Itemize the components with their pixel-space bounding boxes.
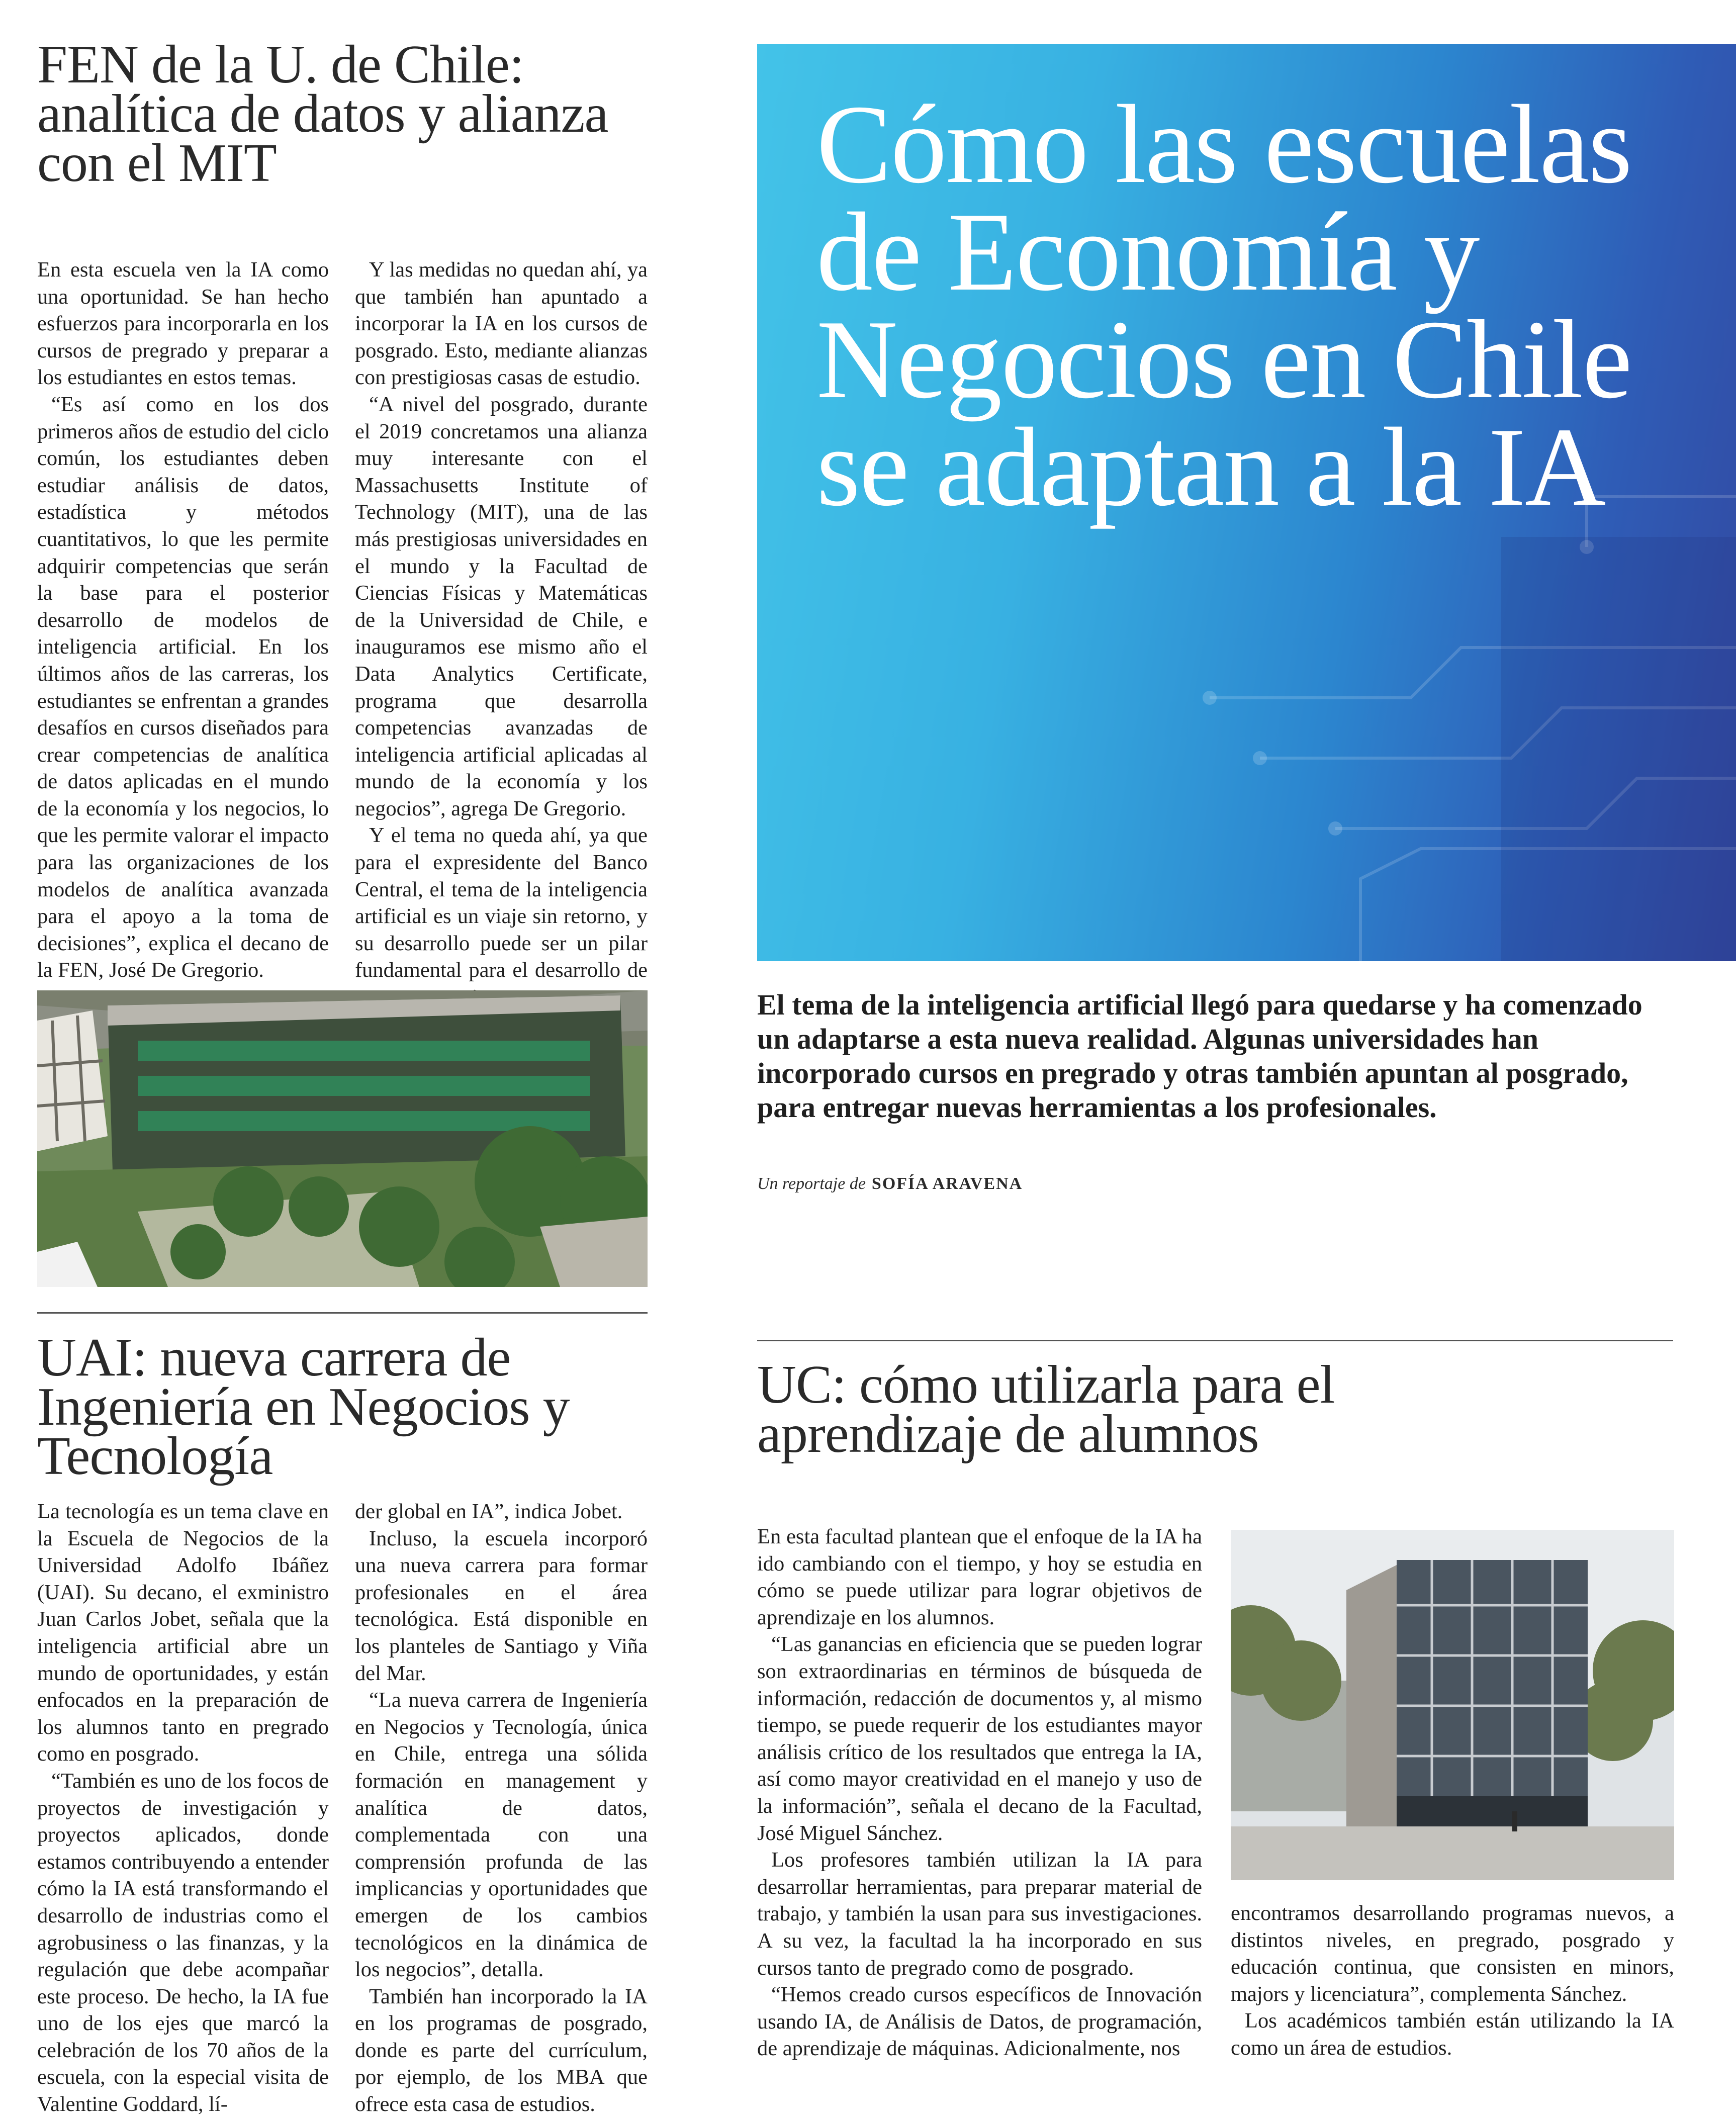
fen-title: FEN de la U. de Chile: analítica de datos y alianza con el MIT — [37, 35, 608, 193]
paragraph: “La nueva carrera de Ingeniería en Negocios y Tecnología, única en Chile, entrega una sólida formación en management y analítica de datos, complementada con una comprensión profunda de las implicancias y oportunidades que emergen de los cambios tecnológicos en la dinámica de los negocios”, detalla. — [355, 1688, 648, 1982]
paragraph: “Es así como en los dos primeros años de estudio del ciclo común, los estudiantes deben estudiar análisis de datos, estadística y métodos cuantitativos, lo que les permite adquirir competencias que serán la base para el posterior desarrollo de modelos de inteligencia artificial. En los últimos años de las carreras, los estudiantes se enfrentan a grandes desafíos en cursos diseñados para crear competencias de analítica de datos aplicadas en el mundo de la economía y los negocios, lo que les permite valorar el impacto para las organizaciones de los modelos de analítica avanzada para el apoyo a la toma de decisiones”, explica el decano de la FEN, José De Gregorio. — [37, 392, 329, 982]
paragraph: Y las medidas no quedan ahí, ya que también han apuntado a incorporar la IA en los cursos de posgrado. Esto, mediante alianzas con prestigiosas casas de estudio. — [355, 258, 648, 390]
paragraph: En esta facultad plantean que el enfoque de la IA ha ido cambiando con el tiempo, y hoy se estudia en cómo se puede utilizar para lograr objetivos de aprendizaje en los alumnos. — [757, 1525, 1202, 1629]
main-headline: Cómo las escuelas de Economía y Negocios en Chile se adaptan a la IA — [816, 82, 1631, 529]
paragraph: “También es uno de los focos de proyectos de investigación y proyectos aplicados, donde estamos contribuyendo a entender cómo la IA está transformando el desarrollo de industrias como el agrobusiness o las finanzas, y la regulación que debe acompañar este proceso. De hecho, la IA fue uno de los ejes que marcó la celebración de los 70 años de la escuela, con la especial visita de Valentine Goddard, lí- — [37, 1769, 329, 2116]
byline-author: SOFÍA ARAVENA — [871, 1174, 1023, 1193]
paragraph: La tecnología es un tema clave en la Escuela de Negocios de la Universidad Adolfo Ibáñez (UAI). Su decano, el exministro Juan Carlos Jobet, señala que la inteligencia artificial abre un mundo de oportunidades, y están enfocados en la preparación de los alumnos tanto en pregrado como en posgrado. — [37, 1500, 329, 1766]
byline — [757, 1174, 1023, 1193]
paragraph: “Las ganancias en eficiencia que se pueden lograr son extraordinarias en términos de búsqueda de información, redacción de documentos y, al mismo tiempo, se puede requerir de los estudiantes mayor análisis crítico de los resultados que entrega la IA, así como mayor creatividad en el manejo y uso de la información”, señala el decano de la Facultad, José Miguel Sánchez. — [757, 1632, 1202, 1845]
uc-column-1 — [757, 1523, 1202, 2062]
divider — [757, 1340, 1673, 1341]
paragraph: “A nivel del posgrado, durante el 2019 concretamos una alianza muy interesante con el Massachusetts Institute of Technology (MIT), una de las más prestigiosas universidades en el mundo y la Facultad de Ciencias Físicas y Matemáticas de la Universidad de Chile, e inauguramos ese mismo año el Data Analytics Certificate, programa que desarrolla competencias avanzadas de inteligencia artificial aplicadas al mundo de la economía y los negocios”, agrega De Gregorio. — [355, 392, 648, 820]
paragraph: “Hemos creado cursos específicos de Innovación usando IA, de Análisis de Datos, de programación, de aprendizaje de máquinas. Adicionalmente, nos — [757, 1983, 1202, 2061]
hero-banner — [757, 44, 1736, 961]
fen-campus-photo — [37, 990, 648, 1287]
paragraph: En esta escuela ven la IA como una oportunidad. Se han hecho esfuerzos para incorporarla en los cursos de pregrado y preparar a los estudiantes en estos temas. — [37, 258, 329, 390]
uc-title: UC: cómo utilizarla para el aprendizaje de alumnos — [757, 1355, 1335, 1464]
paragraph: Los profesores también utilizan la IA para desarrollar herramientas, para preparar material de trabajo, y también la usan para sus investigaciones. A su vez, la facultad la ha incorporado en sus cursos tanto de pregrado como de posgrado. — [757, 1848, 1202, 1980]
uc-building-photo — [1231, 1530, 1674, 1880]
uai-column-1 — [37, 1498, 329, 2118]
standfirst: El tema de la inteligencia artificial llegó para quedarse y ha comenzado un adaptarse a esta nueva realidad. Algunas universidades han incorporado cursos en pregrado y otras también apuntan al posgrado, para entregar nuevas herramientas a los profesionales. — [757, 988, 1642, 1124]
paragraph: encontramos desarrollando programas nuevos, a distintos niveles, en pregrado, posgrado y educación continua, que consisten en minors, majors y licenciatura”, complementa Sánchez. — [1231, 1901, 1674, 2006]
uai-title: UAI: nueva carrera de Ingeniería en Negocios y Tecnología — [37, 1328, 570, 1486]
byline-lead: Un reportaje de — [757, 1174, 866, 1193]
fen-column-1 — [37, 256, 329, 984]
paragraph: Y el tema no queda ahí, ya que para el expresidente del Banco Central, el tema de la inteligencia artificial es un viaje sin retorno, y su desarrollo puede ser un pilar fundamental para el desarrollo de — [355, 823, 648, 982]
uai-column-2 — [355, 1498, 648, 2118]
uc-column-2 — [1231, 1900, 1674, 2062]
paragraph: Incluso, la escuela incorporó una nueva carrera para formar profesionales en el área tecnológica. Está disponible en los planteles de Santiago y Viña del Mar. — [355, 1526, 648, 1685]
fen-column-2 — [355, 256, 648, 1011]
divider — [37, 1312, 648, 1314]
campus-aerial-illustration — [37, 990, 648, 1287]
paragraph: Los académicos también están utilizando la IA como un área de estudios. — [1231, 2009, 1674, 2060]
paragraph: También han incorporado la IA en los programas de posgrado, donde es parte del currículum, por ejemplo, de los MBA que ofrece esta casa de estudios. — [355, 1984, 648, 2116]
paragraph: der global en IA”, indica Jobet. — [355, 1500, 623, 1523]
building-illustration — [1231, 1530, 1674, 1880]
